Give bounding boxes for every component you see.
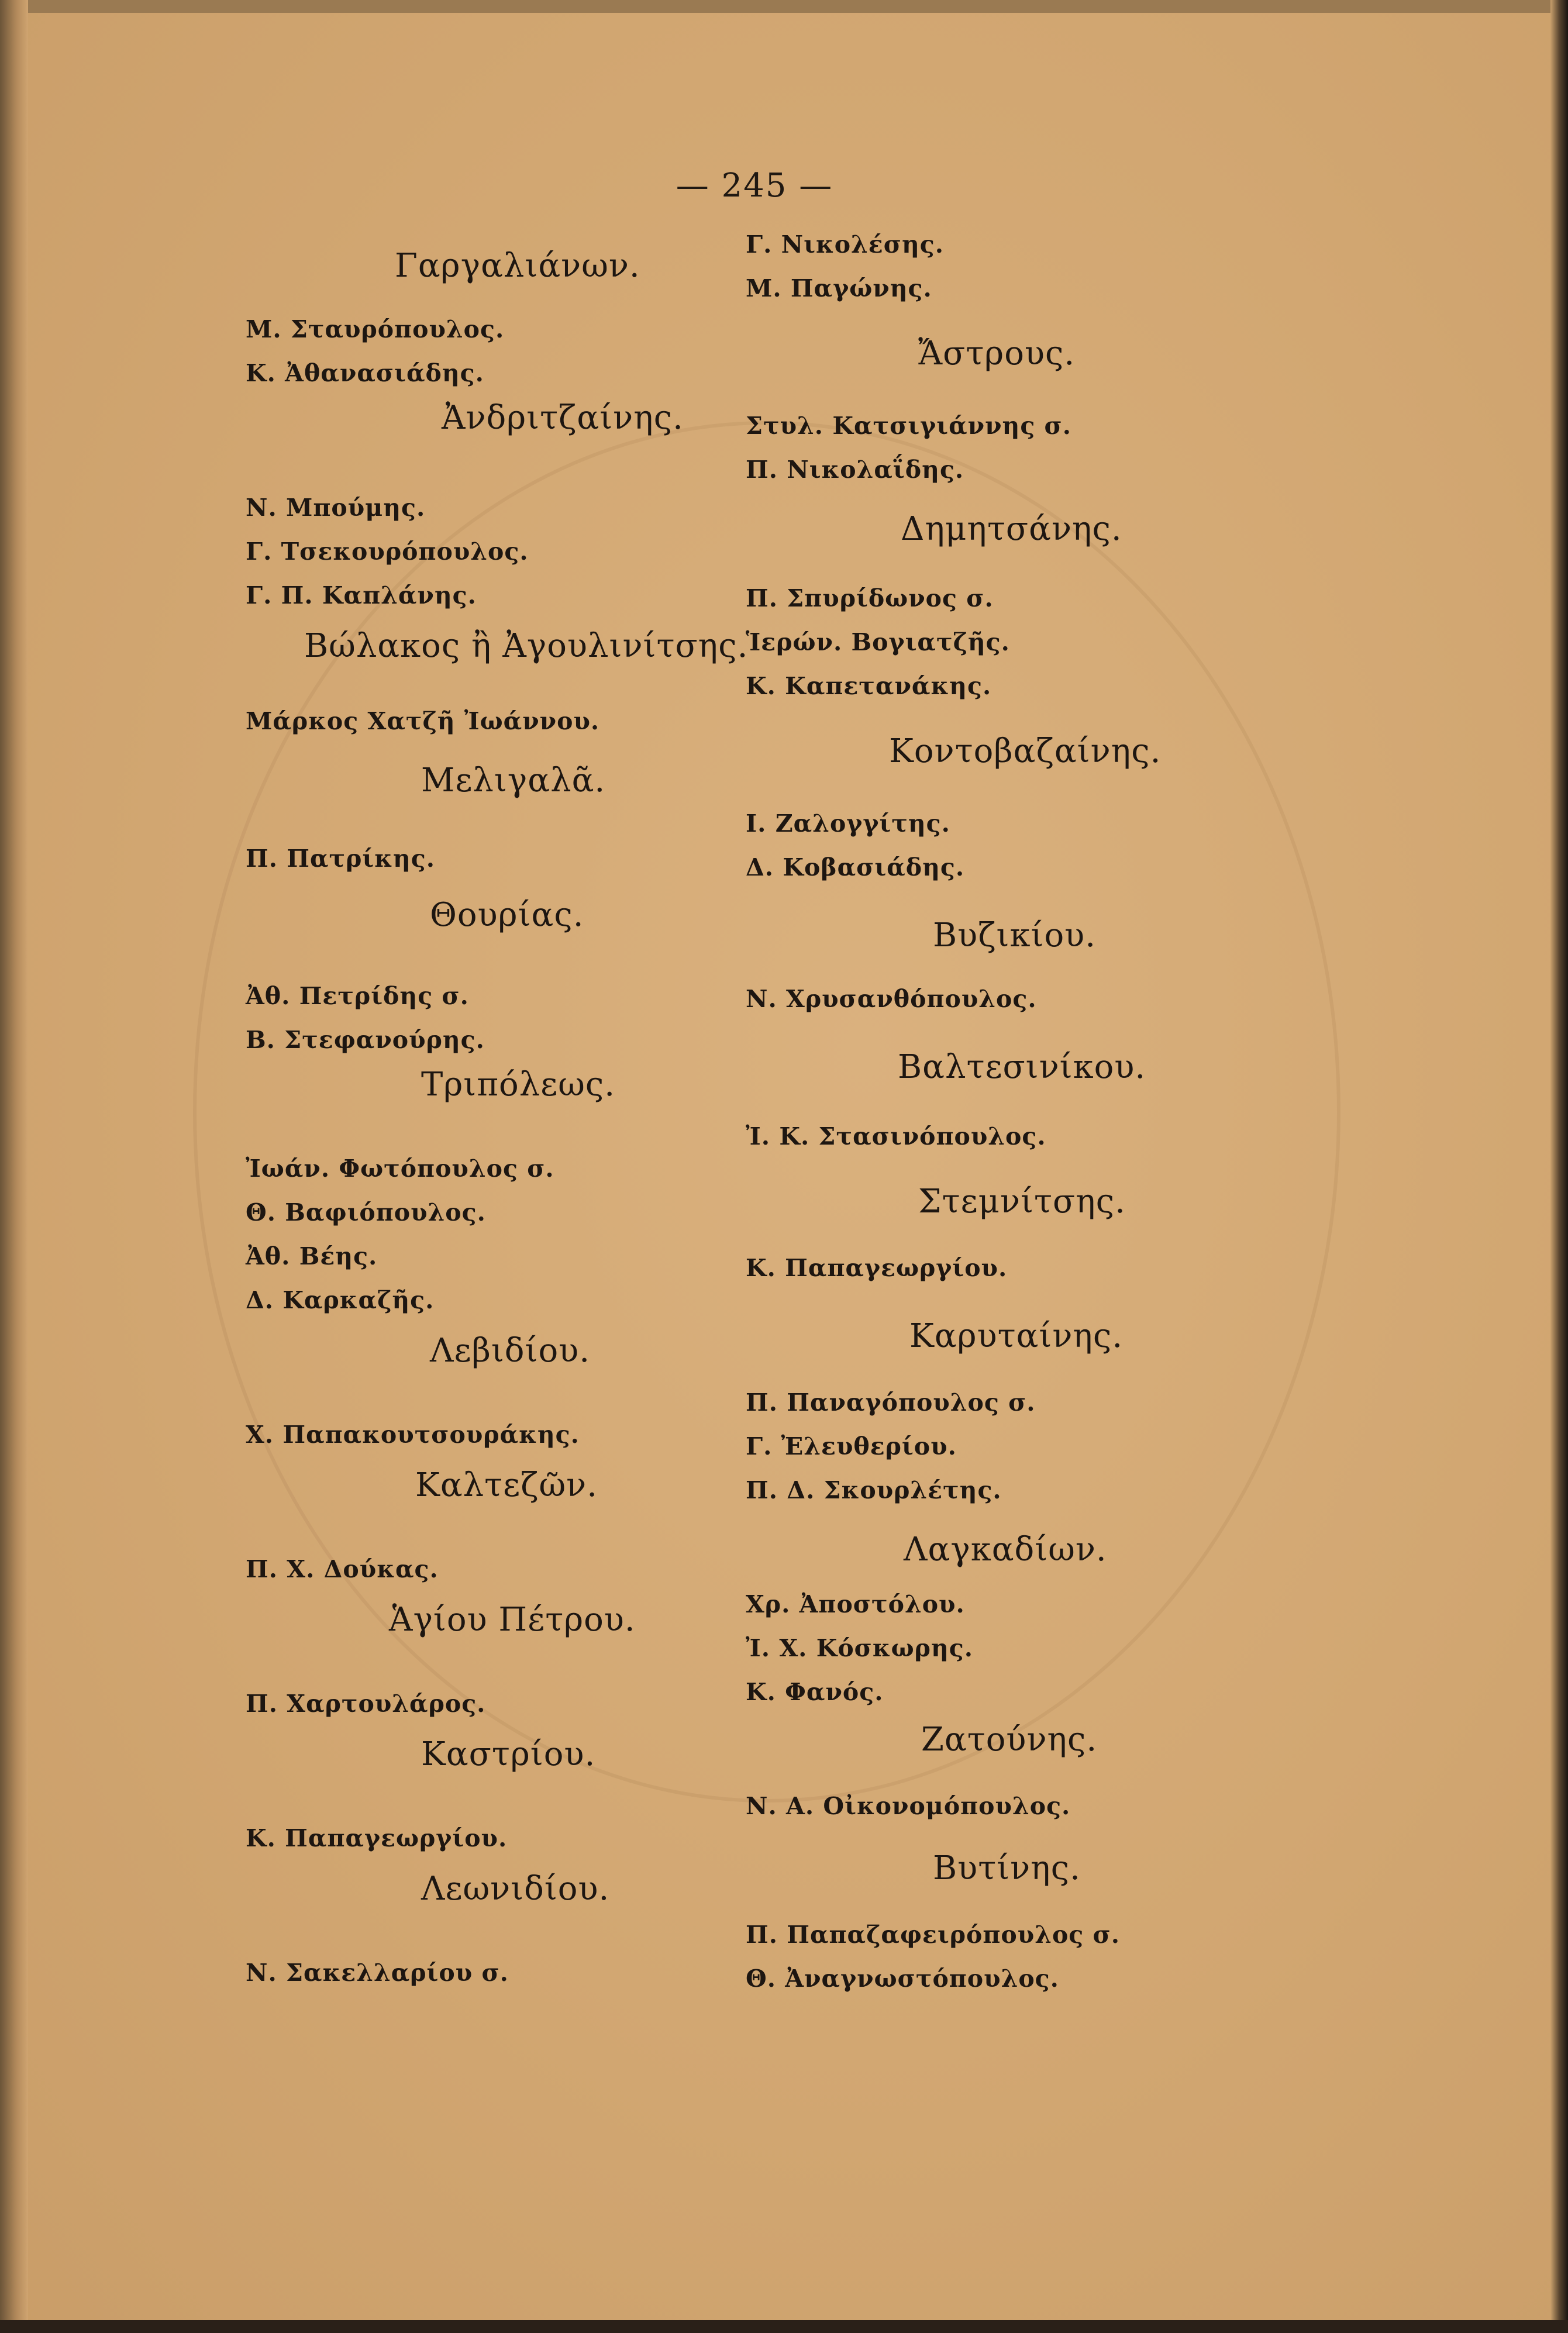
member-name: Θ. Ἀναγνωστόπουλος. [746, 1965, 1059, 1993]
member-name: Γ. Ἐλευθερίου. [746, 1432, 957, 1460]
place-heading: Δημητσάνης. [901, 510, 1122, 548]
place-heading: Βαλτεσινίκου. [898, 1048, 1146, 1086]
member-name: Π. Νικολαΐδης. [746, 456, 964, 484]
member-name: Κ. Φανός. [746, 1678, 884, 1706]
member-name: Χρ. Ἀποστόλου. [746, 1590, 965, 1618]
member-name: Γ. Νικολέσης. [746, 230, 944, 259]
member-name: Κ. Παπαγεωργίου. [746, 1254, 1008, 1282]
member-name: Γ. Τσεκουρόπουλος. [246, 537, 529, 566]
member-name: Π. Χ. Δούκας. [246, 1555, 439, 1583]
place-heading: Καρυταίνης. [909, 1317, 1124, 1355]
page-number: — 245 — [676, 167, 833, 205]
member-name: Μ. Παγώνης. [746, 274, 932, 302]
place-heading: Ἀνδριτζαίνης. [442, 399, 684, 437]
place-heading: Βυτίνης. [933, 1849, 1081, 1887]
place-heading: Ζατούνης. [921, 1721, 1098, 1759]
member-name: Π. Χαρτουλάρος. [246, 1690, 486, 1718]
member-name: Ν. Σακελλαρίου σ. [246, 1959, 509, 1987]
place-heading: Θουρίας. [430, 896, 584, 934]
place-heading: Λαγκαδίων. [904, 1531, 1107, 1569]
place-heading: Καστρίου. [421, 1735, 596, 1773]
member-name: Μ. Σταυρόπουλος. [246, 315, 505, 343]
member-name: Ἰ. Χ. Κόσκωρης. [746, 1634, 973, 1662]
member-name: Ι. Ζαλογγίτης. [746, 809, 950, 838]
member-name: Στυλ. Κατσιγιάννης σ. [746, 412, 1072, 440]
member-name: Ἰ. Κ. Στασινόπουλος. [746, 1122, 1046, 1150]
member-name: Π. Σπυρίδωνος σ. [746, 584, 994, 612]
member-name: Χ. Παπακουτσουράκης. [246, 1421, 580, 1449]
member-name: Π. Δ. Σκουρλέτης. [746, 1476, 1002, 1504]
place-heading: Μελιγαλᾶ. [421, 761, 606, 800]
member-name: Δ. Κοβασιάδης. [746, 853, 965, 881]
place-heading: Λεωνιδίου. [421, 1870, 610, 1908]
member-name: Β. Στεφανούρης. [246, 1026, 485, 1054]
member-name: Ἰωάν. Φωτόπουλος σ. [246, 1155, 554, 1183]
member-name: Θ. Βαφιόπουλος. [246, 1198, 486, 1226]
scan-edge-left [0, 0, 28, 2333]
place-heading: Ἄστρους. [918, 335, 1076, 373]
scan-edge-top [0, 0, 1568, 13]
place-heading: Βυζικίου. [933, 916, 1097, 954]
scan-edge-right [1550, 0, 1568, 2333]
member-name: Ν. Α. Οἰκονομόπουλος. [746, 1792, 1071, 1820]
member-name: Γ. Π. Καπλάνης. [246, 581, 477, 609]
member-name: Δ. Καρκαζῆς. [246, 1286, 435, 1314]
member-name: Ν. Μπούμης. [246, 494, 426, 522]
member-name: Ν. Χρυσανθόπουλος. [746, 985, 1037, 1013]
member-name: Ἱερών. Βογιατζῆς. [746, 628, 1010, 656]
place-heading: Τριπόλεως. [421, 1066, 616, 1104]
member-name: Μάρκος Χατζῆ Ἰωάννου. [246, 707, 600, 735]
place-heading: Καλτεζῶν. [415, 1466, 598, 1504]
member-name: Ἀθ. Βέης. [246, 1242, 378, 1270]
place-heading: Λεβιδίου. [430, 1332, 591, 1370]
place-heading: Στεμνίτσης. [918, 1183, 1126, 1221]
member-name: Π. Παπαζαφειρόπουλος σ. [746, 1921, 1121, 1949]
place-heading: Κοντοβαζαίνης. [889, 732, 1162, 770]
member-name: Κ. Ἀθανασιάδης. [246, 359, 484, 387]
member-name: Κ. Καπετανάκης. [746, 672, 992, 700]
place-heading: Βώλακος ἢ Ἀγουλινίτσης. [304, 627, 749, 665]
member-name: Π. Παναγόπουλος σ. [746, 1388, 1036, 1417]
member-name: Κ. Παπαγεωργίου. [246, 1824, 508, 1852]
place-heading: Ἁγίου Πέτρου. [389, 1601, 636, 1639]
member-name: Ἀθ. Πετρίδης σ. [246, 982, 469, 1010]
scan-edge-bottom [0, 2320, 1568, 2333]
member-name: Π. Πατρίκης. [246, 845, 436, 873]
place-heading: Γαργαλιάνων. [395, 247, 640, 285]
